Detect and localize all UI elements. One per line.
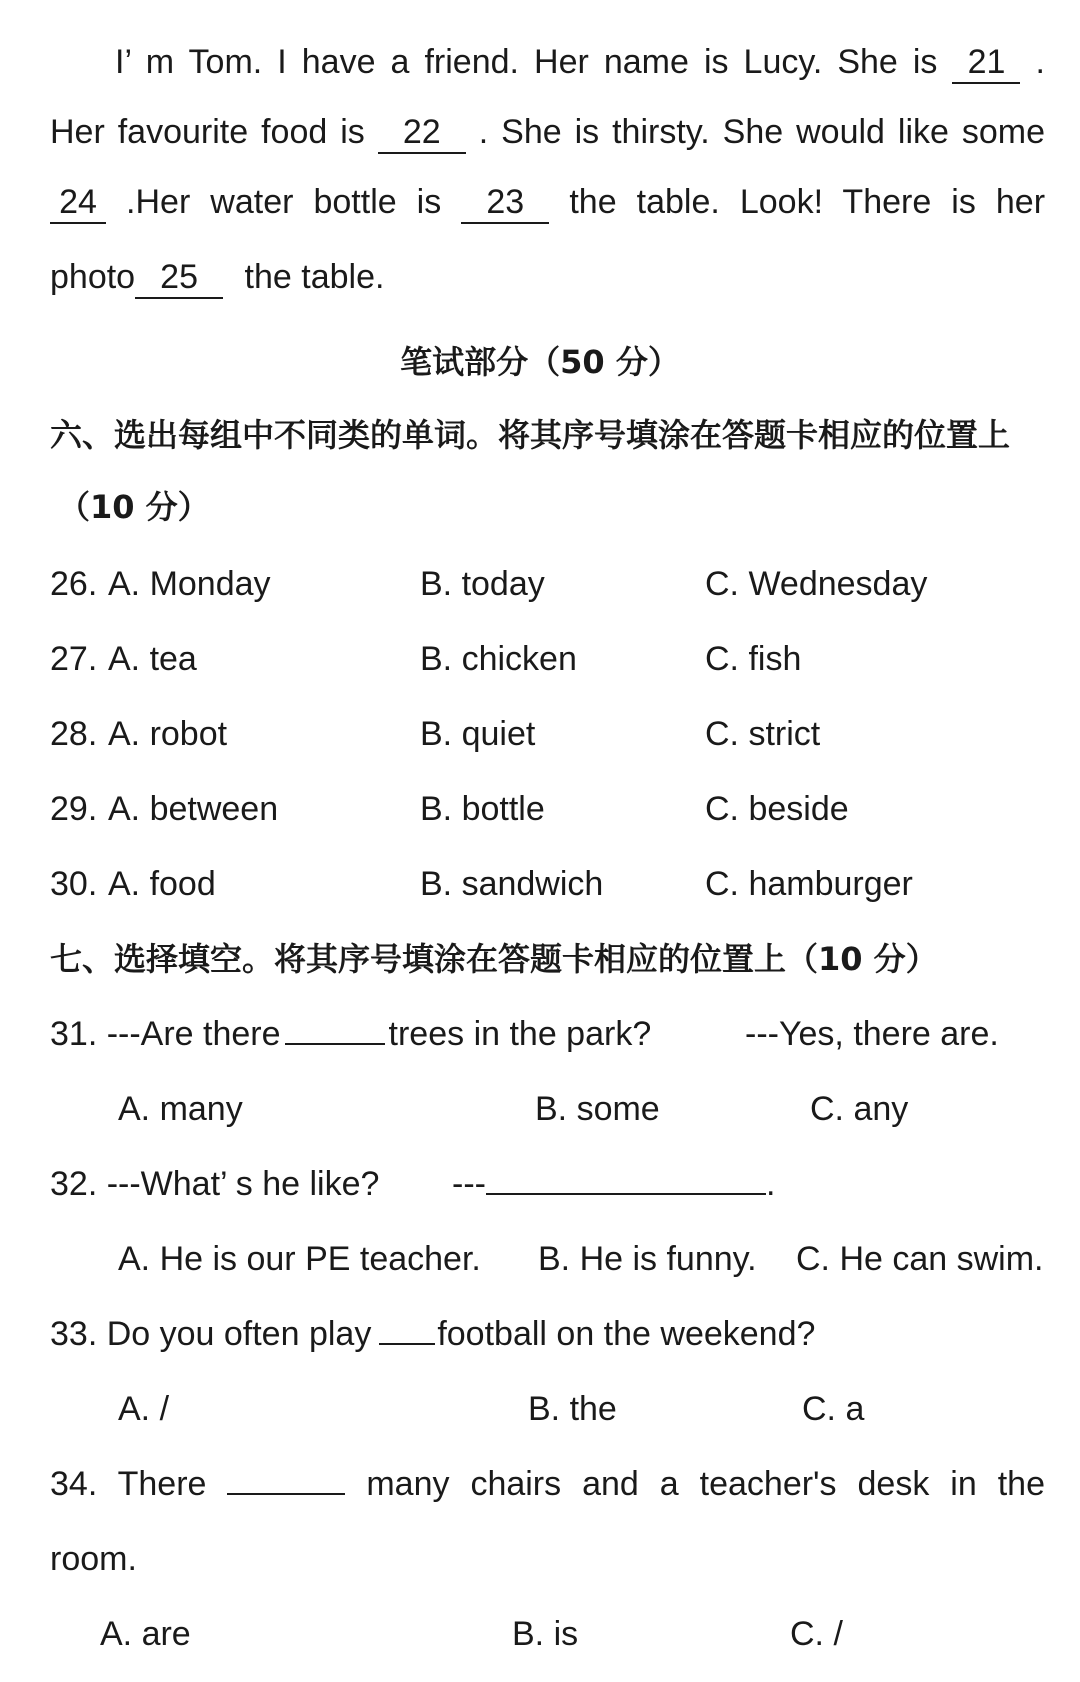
option-a: A. / — [118, 1390, 170, 1428]
question-number: 30. — [50, 865, 98, 903]
q32-period: . — [765, 1165, 776, 1203]
q34-word: in — [950, 1465, 977, 1503]
q30-row — [0, 847, 1080, 922]
passage-text: photo — [50, 258, 136, 296]
option-a: A. He is our PE teacher. — [118, 1240, 481, 1278]
question-number: 26. — [50, 565, 98, 603]
q34-word: teacher's — [699, 1465, 837, 1503]
q32-answer-line — [452, 1147, 775, 1222]
option-c: C. Wednesday — [705, 565, 928, 603]
q31-response: ---Yes, there are. — [745, 1015, 999, 1053]
question-number: 29. — [50, 790, 98, 828]
passage-text: Her favourite food is — [50, 113, 365, 151]
q31-options — [0, 1072, 1080, 1147]
q34-options — [0, 1597, 1080, 1672]
option-a: A. robot — [108, 715, 228, 753]
q32-dashes: --- — [452, 1165, 486, 1203]
q31-text: trees in the park? — [388, 1015, 652, 1053]
q33-text: 33. Do you often play — [50, 1315, 372, 1353]
option-a: A. many — [118, 1090, 243, 1128]
q31-text: 31. ---Are there — [50, 1015, 281, 1053]
passage-text: the table. Look! There is her — [569, 183, 1046, 221]
q34-word: chairs — [470, 1465, 562, 1503]
q29-row — [0, 772, 1080, 847]
q26-row — [0, 547, 1080, 622]
q33-prompt — [50, 1297, 815, 1372]
passage-line-3 — [50, 165, 1045, 240]
option-c: C. / — [790, 1615, 843, 1653]
q34-word: and — [582, 1465, 639, 1503]
q31-prompt — [50, 997, 651, 1072]
option-b: B. He is funny. — [538, 1240, 757, 1278]
option-a: A. Monday — [108, 565, 271, 603]
option-b: B. bottle — [420, 790, 545, 828]
option-b: B. quiet — [420, 715, 536, 753]
passage-text: the table. — [244, 258, 385, 296]
q32-blank — [486, 1193, 766, 1195]
q31-blank — [285, 1043, 385, 1045]
q33-text: football on the weekend? — [437, 1315, 816, 1353]
option-b: B. today — [420, 565, 545, 603]
passage-text: .Her water bottle is — [126, 183, 442, 221]
option-b: B. sandwich — [420, 865, 604, 903]
option-a: A. tea — [108, 640, 197, 678]
option-a: A. between — [108, 790, 279, 828]
section6-title: 六、选出每组中不同类的单词。将其序号填涂在答题卡相应的位置上 — [50, 416, 1011, 454]
q32-text: 32. ---What’ s he like? — [50, 1165, 380, 1203]
q34-word: desk — [857, 1465, 930, 1503]
q33-row — [0, 1297, 1080, 1372]
blank-24: 24 — [50, 182, 106, 224]
option-c: C. hamburger — [705, 865, 913, 903]
blank-22: 22 — [378, 112, 466, 154]
passage-text: I’ m Tom. I have a friend. Her name is Lucy. She is — [115, 43, 938, 81]
blank-21: 21 — [952, 42, 1020, 84]
q33-blank — [379, 1343, 435, 1345]
q34-word: There — [117, 1465, 207, 1503]
passage-text: . She is thirsty. She would like some — [478, 113, 1046, 151]
q34-row — [50, 1447, 1045, 1522]
section-title: 笔试部分（50 分） — [400, 343, 680, 381]
section7-title: 七、选择填空。将其序号填涂在答题卡相应的位置上（10 分） — [50, 940, 938, 978]
q34-blank — [227, 1493, 345, 1495]
question-number: 34. — [50, 1465, 98, 1503]
passage-line-4 — [50, 240, 1080, 315]
passage-line-2 — [50, 95, 1045, 170]
q33-options — [0, 1372, 1080, 1447]
passage-line-1 — [115, 25, 1045, 100]
option-c: C. He can swim. — [796, 1240, 1044, 1278]
section6-score: （10 分） — [58, 488, 210, 526]
passage-text: . — [1035, 43, 1045, 81]
option-a: A. food — [108, 865, 216, 903]
question-number: 27. — [50, 640, 98, 678]
blank-23: 23 — [461, 182, 549, 224]
option-b: B. the — [528, 1390, 617, 1428]
option-c: C. beside — [705, 790, 849, 828]
q28-row — [0, 697, 1080, 772]
option-c: C. fish — [705, 640, 802, 678]
q32-row — [0, 1147, 1080, 1222]
option-c: C. a — [802, 1390, 865, 1428]
option-b: B. is — [512, 1615, 579, 1653]
q27-row — [0, 622, 1080, 697]
option-c: C. any — [810, 1090, 909, 1128]
q34-word: the — [997, 1465, 1045, 1503]
q34-word: many — [366, 1465, 450, 1503]
q31-row — [0, 997, 1080, 1072]
q34-continuation: room. — [50, 1540, 137, 1578]
option-b: B. chicken — [420, 640, 577, 678]
option-b: B. some — [535, 1090, 660, 1128]
question-number: 28. — [50, 715, 98, 753]
option-c: C. strict — [705, 715, 821, 753]
q32-options — [0, 1222, 1080, 1297]
q34-word: a — [659, 1465, 679, 1503]
blank-25: 25 — [135, 257, 223, 299]
option-a: A. are — [100, 1615, 191, 1653]
